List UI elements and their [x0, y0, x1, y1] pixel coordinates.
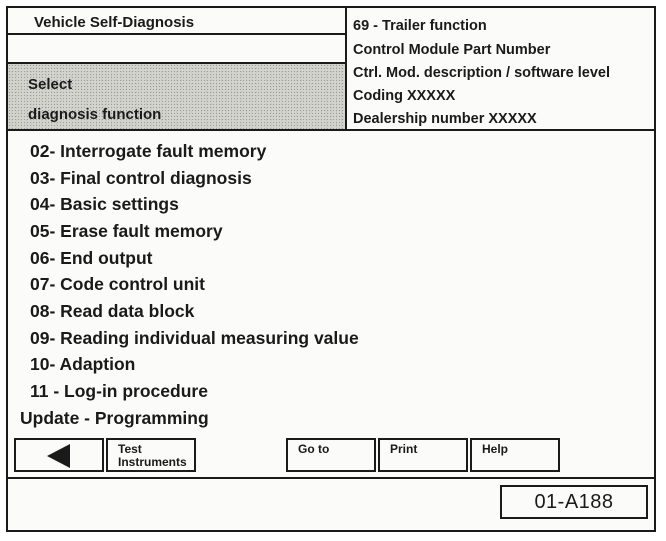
help-button[interactable]: [470, 438, 560, 472]
function-item-11[interactable]: 11 - Log-in procedure: [30, 381, 208, 401]
select-prompt-line2: diagnosis function: [28, 106, 162, 123]
function-item-06[interactable]: 06- End output: [30, 248, 153, 268]
function-item-09[interactable]: 09- Reading individual measuring value: [30, 328, 359, 348]
function-item-04[interactable]: 04- Basic settings: [30, 194, 179, 214]
diagnosis-screen: [6, 6, 656, 532]
help-label: Help: [482, 442, 509, 456]
back-arrow-icon: [46, 443, 72, 469]
control-module-info: [347, 8, 654, 129]
status-divider: [8, 477, 654, 479]
function-item-08[interactable]: 08- Read data block: [30, 301, 195, 321]
info-coding: Coding XXXXX: [353, 88, 456, 104]
function-item-07[interactable]: 07- Code control unit: [30, 274, 205, 294]
header-blank-row: [8, 37, 345, 64]
function-item-update[interactable]: Update - Programming: [20, 408, 209, 428]
back-button[interactable]: [14, 438, 104, 472]
select-prompt: [8, 64, 345, 129]
info-address: 69 - Trailer function: [353, 18, 487, 34]
function-list: [8, 131, 654, 431]
go-to-button[interactable]: [286, 438, 376, 472]
button-bar: [8, 435, 654, 473]
function-item-10[interactable]: 10- Adaption: [30, 354, 136, 374]
info-description: Ctrl. Mod. description / software level: [353, 65, 611, 81]
test-instruments-button[interactable]: [106, 438, 196, 472]
test-button-label-line2: Instruments: [118, 455, 187, 469]
page-title: Vehicle Self-Diagnosis: [8, 8, 345, 35]
go-to-label: Go to: [298, 442, 330, 456]
select-prompt-line1: Select: [28, 76, 73, 93]
function-item-02[interactable]: 02- Interrogate fault memory: [30, 141, 267, 161]
test-button-label-line1: Test: [118, 442, 142, 456]
info-part-number: Control Module Part Number: [353, 42, 551, 58]
header-left-panel: [8, 8, 347, 129]
figure-reference: 01-A188: [500, 485, 648, 519]
info-dealership: Dealership number XXXXX: [353, 111, 537, 127]
header: [8, 8, 654, 131]
function-item-05[interactable]: 05- Erase fault memory: [30, 221, 223, 241]
print-button[interactable]: [378, 438, 468, 472]
print-label: Print: [390, 442, 418, 456]
function-item-03[interactable]: 03- Final control diagnosis: [30, 168, 252, 188]
